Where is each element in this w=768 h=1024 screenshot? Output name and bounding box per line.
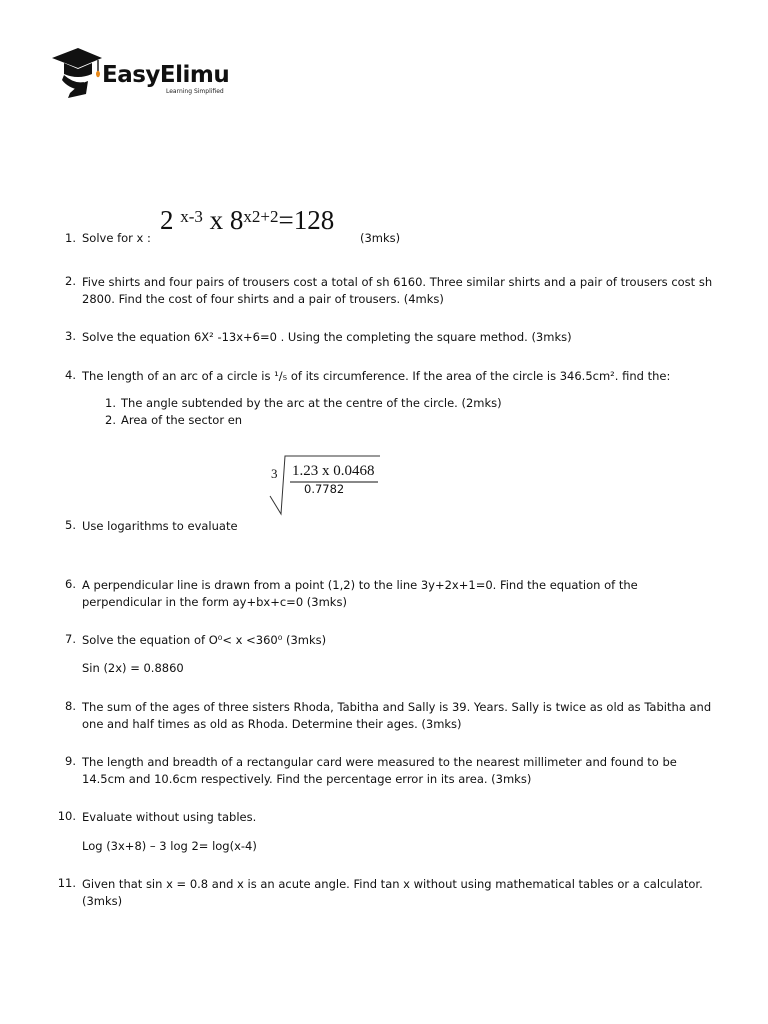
q4-number: 4. [65, 368, 76, 382]
q1-number: 1. [65, 231, 76, 245]
denominator: 0.7782 [304, 482, 345, 496]
q1-equation [160, 205, 334, 235]
q2-number: 2. [65, 274, 76, 288]
logo-name: EasyElimu [102, 62, 230, 88]
eq-rhs: =128 [278, 205, 335, 235]
eq-base: 2 [160, 205, 174, 235]
q9-text: The length and breadth of a rectangular card were measured to the nearest millimeter and found to be 14.5cm and 10.6cm respectively. Find the percentage error in its area. (3mks) [82, 755, 677, 786]
graduate-cap-icon [50, 44, 106, 100]
q8-number: 8. [65, 699, 76, 713]
text-overlap-mask [244, 420, 404, 428]
eq-middle: x 8 [209, 205, 244, 235]
q5-number: 5. [65, 518, 76, 532]
q1-marks: (3mks) [360, 231, 401, 245]
q6-number: 6. [65, 577, 76, 591]
eq-exponent-2: x2+2 [243, 207, 279, 226]
logo-tagline: Learning Simplified [166, 88, 224, 95]
eq-exponent-1: x-3 [180, 207, 203, 226]
q7-text: Solve the equation of O⁰< x <360⁰ (3mks) [82, 633, 327, 647]
q10-equation: Log (3x+8) – 3 log 2= log(x-4) [82, 839, 257, 853]
q9-number: 9. [65, 754, 76, 768]
q11-number: 11. [57, 876, 76, 890]
q7-number: 7. [65, 632, 76, 646]
q4-sub2-number: 2. [105, 413, 116, 427]
q4-sub1-number: 1. [105, 396, 116, 410]
q8-text: The sum of the ages of three sisters Rhoda, Tabitha and Sally is 39. Years. Sally is twice as old as Tabitha and one and half times as old as Rhoda. Determine their ages. (3mks) [82, 700, 712, 731]
q6-text: A perpendicular line is drawn from a point (1,2) to the line 3y+2x+1=0. Find the equation of the perpendicular in the form ay+bx+c=0 (3mks) [82, 578, 638, 609]
q11-text: Given that sin x = 0.8 and x is an acute angle. Find tan x without using mathematical tables or a calculator. (3mks) [82, 877, 703, 908]
q2-text: Five shirts and four pairs of trousers cost a total of sh 6160. Three similar shirts and a pair of trousers cost sh 2800. Find the cost of four shirts and a pair of trousers. (4mks) [82, 275, 713, 306]
q7-equation: Sin (2x) = 0.8860 [82, 661, 184, 675]
q4-text: The length of an arc of a circle is ¹/₅ of its circumference. If the area of the circle is 346.5cm². find the: [82, 369, 671, 383]
q3-text: Solve the equation 6X² -13x+6=0 . Using the completing the square method. (3mks) [82, 330, 572, 344]
root-index: 3 [271, 466, 278, 481]
numerator: 1.23 x 0.0468 [292, 463, 375, 479]
q10-number: 10. [57, 809, 76, 823]
q10-text: Evaluate without using tables. [82, 810, 257, 824]
q1-text: Solve for x : [82, 231, 151, 245]
q4-sub1-text: The angle subtended by the arc at the centre of the circle. (2mks) [121, 396, 502, 410]
q3-number: 3. [65, 329, 76, 343]
q4-sub2-text: Area of the sector en [121, 413, 243, 427]
q5-text: Use logarithms to evaluate [82, 519, 238, 533]
